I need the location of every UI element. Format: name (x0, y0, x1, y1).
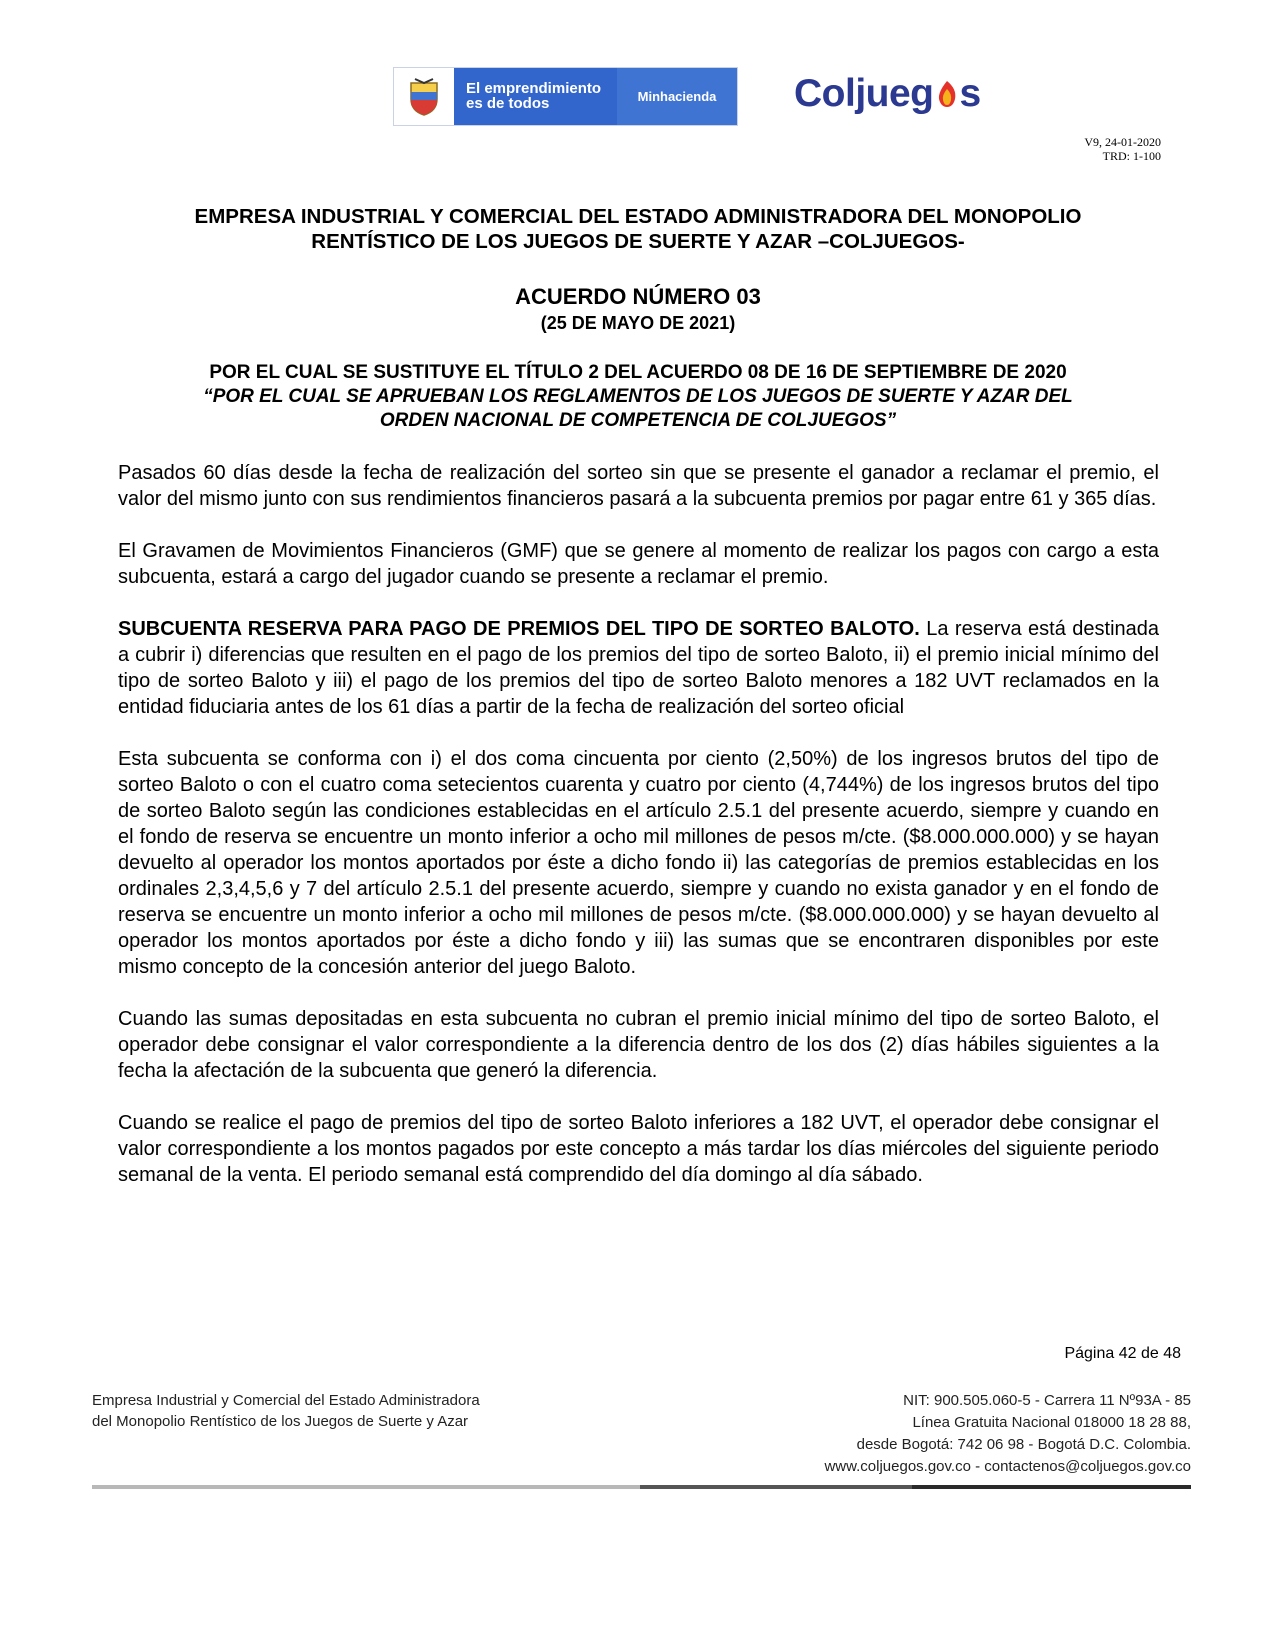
coljuegos-logo-text: Coljueg (794, 72, 934, 115)
section-heading: SUBCUENTA RESERVA PARA PAGO DE PREMIOS DEL TIPO DE SORTEO BALOTO. (118, 618, 920, 640)
subject-heading (0, 361, 1276, 433)
acuerdo-title: ACUERDO NÚMERO 03 (515, 284, 761, 309)
paragraph: Cuando las sumas depositadas en esta subcuenta no cubran el premio inicial mínimo del tipo de sorteo Baloto, el operador debe consignar el valor correspondiente a la diferencia dentro de los dos (2) días hábiles siguientes a la fecha la afectación de la subcuenta que generó la diferencia. (118, 1008, 1159, 1082)
trd-code: TRD: 1-100 (1102, 149, 1161, 163)
footer-entity-line2: del Monopolio Rentístico de los Juegos de Suerte y Azar (92, 1413, 469, 1430)
paragraph (118, 616, 1159, 720)
colombia-shield-icon (394, 68, 454, 125)
paragraph: El Gravamen de Movimientos Financieros (GMF) que se genere al momento de realizar los pagos con cargo a esta subcuenta, estará a cargo del jugador cuando se presente a reclamar el premio. (118, 540, 1159, 588)
footer-phone: Línea Gratuita Nacional 018000 18 28 88, (912, 1414, 1191, 1431)
coljuegos-logo-text-end: s (959, 72, 981, 115)
document-version (1084, 135, 1161, 163)
gov-logo (393, 67, 738, 126)
divider-segment (640, 1485, 912, 1489)
paragraph: Cuando se realice el pago de premios del tipo de sorteo Baloto inferiores a 182 UVT, el operador debe consignar el valor correspondiente a los montos pagados por este concepto a más tardar los días miércoles del siguiente periodo semanal de la venta. El periodo semanal está comprendido del día domingo al día sábado. (118, 1112, 1159, 1186)
document-body (118, 460, 1159, 1214)
paragraph: Pasados 60 días desde la fecha de realización del sorteo sin que se presente el ganador a reclamar el premio, el valor del mismo junto con sus rendimientos financieros pasará a la subcuenta premios por pagar entre 61 y 365 días. (118, 462, 1159, 510)
version-code: V9, 24-01-2020 (1084, 135, 1161, 149)
gov-slogan-line2: es de todos (466, 95, 550, 112)
entity-title (0, 204, 1276, 254)
entity-title-line1: EMPRESA INDUSTRIAL Y COMERCIAL DEL ESTADO ADMINISTRADORA DEL MONOPOLIO (194, 205, 1082, 228)
footer-contact (824, 1390, 1191, 1478)
footer-entity-line1: Empresa Industrial y Comercial del Estado Administradora (92, 1392, 480, 1409)
paragraph-text: La reserva está destinada a cubrir i) diferencias que resulten en el pago de los premios del tipo de sorteo Baloto, ii) el premio inicial mínimo del tipo de sorteo Baloto y iii) el pago de los premios del tipo de sorteo Baloto menores a 182 UVT reclamados en la entidad fiduciaria antes de los 61 días a partir de la fecha de realización del sorteo oficial (118, 618, 1159, 718)
subject-line2: “POR EL CUAL SE APRUEBAN LOS REGLAMENTOS DE LOS JUEGOS DE SUERTE Y AZAR DEL (203, 386, 1073, 407)
gov-slogan-line1: El emprendimiento (466, 80, 602, 97)
divider-segment (92, 1485, 640, 1489)
footer-web: www.coljuegos.gov.co - contactenos@coljuegos.gov.co (824, 1458, 1191, 1475)
coljuegos-logo (794, 72, 981, 116)
entity-title-line2: RENTÍSTICO DE LOS JUEGOS DE SUERTE Y AZAR –COLJUEGOS- (311, 230, 965, 253)
ministry-label: Minhacienda (617, 68, 737, 125)
page-number: Página 42 de 48 (1064, 1345, 1181, 1362)
divider-segment (912, 1485, 1191, 1489)
paragraph: Esta subcuenta se conforma con i) el dos coma cincuenta por ciento (2,50%) de los ingresos brutos del tipo de sorteo Baloto o con el cuatro coma setecientos cuarenta y cuatro por ciento (4,744%) de los ingresos brutos del tipo de sorteo Baloto según las condiciones establecidas en el artículo 2.5.1 del presente acuerdo, siempre y cuando en el fondo de reserva se encuentre un monto inferior a ocho mil millones de pesos m/cte. ($8.000.000.000) y se hayan devuelto al operador los montos aportados por éste a dicho fondo ii) las categorías de premios establecidas en los ordinales 2,3,4,5,6 y 7 del artículo 2.5.1 del presente acuerdo, siempre y cuando no exista ganador y en el fondo de reserva se encuentre un monto inferior a ocho mil millones de pesos m/cte. ($8.000.000.000) y se hayan devuelto al operador los montos aportados por éste a dicho fondo y iii) las sumas que se encontraren disponibles por este mismo concepto de la concesión anterior del juego Baloto. (118, 748, 1159, 978)
gov-slogan (454, 68, 617, 125)
subject-line3: ORDEN NACIONAL DE COMPETENCIA DE COLJUEGOS” (379, 410, 897, 431)
footer-nit: NIT: 900.505.060-5 - Carrera 11 Nº93A - 85 (903, 1392, 1191, 1409)
footer-divider (92, 1485, 1191, 1489)
subject-line1: POR EL CUAL SE SUSTITUYE EL TÍTULO 2 DEL ACUERDO 08 DE 16 DE SEPTIEMBRE DE 2020 (209, 362, 1067, 383)
acuerdo-date: (25 DE MAYO DE 2021) (540, 313, 736, 333)
footer-bogota: desde Bogotá: 742 06 98 - Bogotá D.C. Colombia. (856, 1436, 1191, 1453)
footer-entity (92, 1390, 480, 1432)
coljuegos-flame-icon (935, 79, 959, 109)
